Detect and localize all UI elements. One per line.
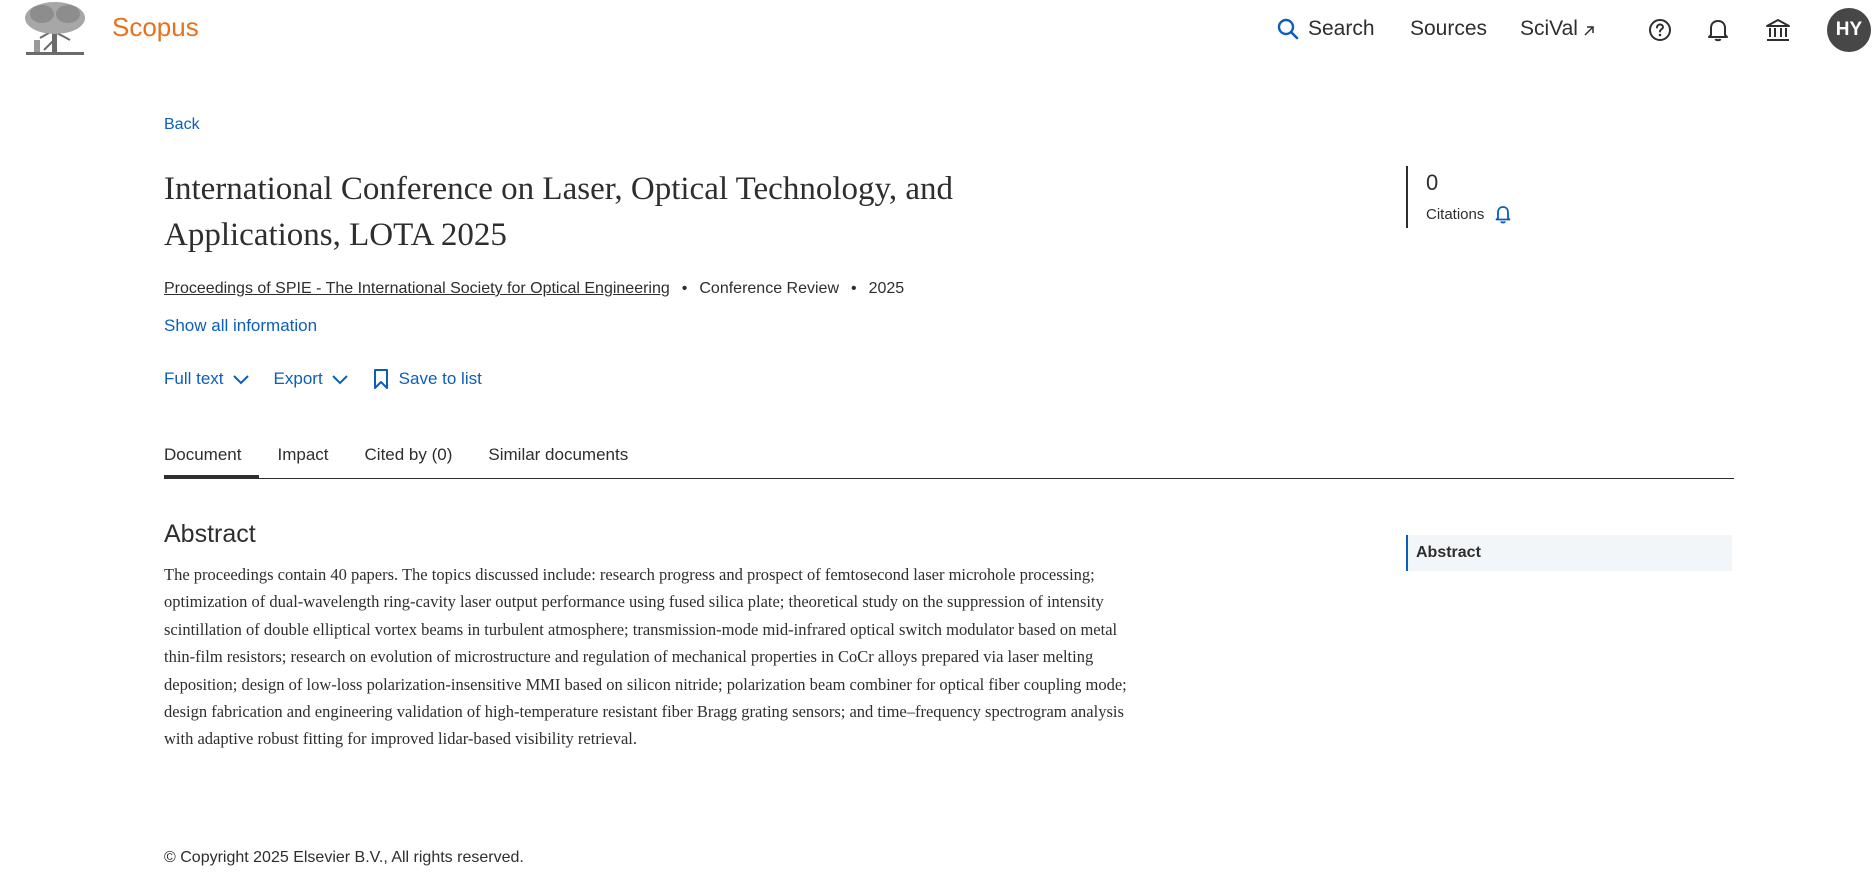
document-type: Conference Review (699, 280, 839, 297)
bell-icon (1494, 204, 1512, 224)
full-text-label: Full text (164, 369, 224, 388)
citations-alert[interactable] (1426, 204, 1512, 224)
chevron-down-icon (232, 373, 250, 385)
top-navigation-bar (0, 0, 1872, 62)
meta-separator: • (681, 280, 688, 297)
save-to-list-label: Save to list (398, 369, 482, 388)
export-button[interactable] (274, 369, 349, 389)
bookmark-icon (373, 368, 389, 390)
chevron-down-icon (331, 373, 349, 385)
back-link[interactable]: Back (164, 116, 200, 133)
footer-copyright: © Copyright 2025 Elsevier B.V., All rights reserved. (164, 849, 524, 866)
bell-icon (1706, 17, 1730, 43)
document-actions (164, 368, 506, 390)
citations-count: 0 (1426, 170, 1439, 195)
citations-label: Citations (1426, 205, 1485, 223)
publication-year: 2025 (868, 280, 905, 297)
institution-button[interactable] (1764, 16, 1792, 44)
toc-item-abstract[interactable]: Abstract (1406, 535, 1732, 571)
nav-scival-label: SciVal (1520, 17, 1578, 40)
page-title: International Conference on Laser, Optical Technology, and Applications, LOTA 2025 (164, 171, 953, 253)
citations-panel (1406, 166, 1512, 228)
nav-sources[interactable] (1410, 17, 1487, 41)
save-to-list-button[interactable] (373, 368, 482, 390)
external-link-icon (1582, 24, 1596, 38)
user-avatar[interactable]: HY (1827, 8, 1871, 52)
nav-search-label: Search (1308, 17, 1375, 40)
institution-icon (1765, 17, 1791, 43)
notifications-button[interactable] (1704, 16, 1732, 44)
help-button[interactable] (1646, 16, 1674, 44)
meta-separator: • (851, 280, 857, 297)
scopus-brand-link[interactable]: Scopus (112, 12, 199, 42)
abstract-text: The proceedings contain 40 papers. The topics discussed include: research progress and prospect of femtosecond laser microhole processing; optimization of dual-wavelength ring-cavity laser output performance using fused silica plate; theoretical study on the suppression of intensity scintillation of double elliptical vortex beams in turbulent atmosphere; transmission-mode mid-infrared optical switch modulator based on metal thin-film resistors; research on evolution of microstructure and regulation of mechanical properties in CoCr alloys prepared via laser melting deposition; design of low-loss polarization-insensitive MMI based on silicon nitride; polarization beam combiner for optical fiber coupling mode; design fabrication and engineering validation of high-temperature resistant fiber Bragg grating sensors; and time–frequency spectrogram analysis with adaptive robust fitting for improved lidar-based visibility retrieval. (164, 565, 1127, 749)
tab-cited-by[interactable]: Cited by (0) (364, 445, 453, 464)
document-metadata (164, 280, 904, 298)
tab-similar-documents[interactable]: Similar documents (488, 445, 629, 464)
nav-sources-label: Sources (1410, 17, 1488, 40)
full-text-button[interactable] (164, 369, 250, 389)
export-label: Export (273, 369, 323, 388)
source-title-link[interactable]: Proceedings of SPIE - The International Society for Optical Engineering (164, 280, 670, 297)
elsevier-tree-logo[interactable] (22, 0, 88, 58)
tab-document[interactable]: Document (164, 444, 241, 478)
nav-search[interactable] (1276, 17, 1375, 41)
document-tabs (164, 444, 1734, 479)
nav-scival[interactable] (1520, 17, 1596, 41)
search-icon (1276, 17, 1300, 41)
help-icon (1648, 18, 1672, 42)
show-all-information-link[interactable]: Show all information (164, 316, 318, 335)
abstract-heading: Abstract (164, 520, 256, 548)
tab-impact[interactable]: Impact (277, 445, 329, 464)
